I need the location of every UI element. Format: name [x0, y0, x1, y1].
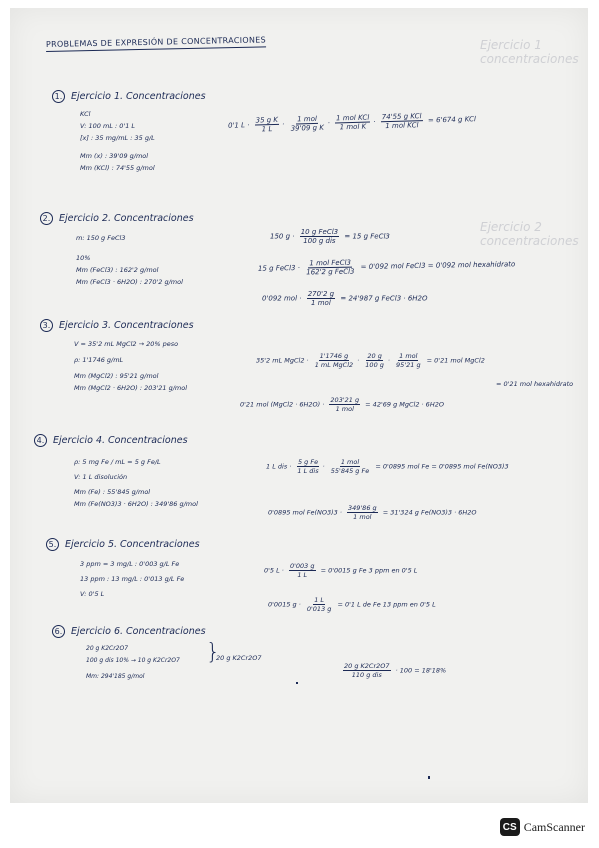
camscanner-brand: CamScanner [523, 819, 585, 834]
data-line: ρ: 1'1746 g/mL [74, 356, 124, 364]
exercise-4-calc-1: 1 L dis · $\frac{\text{5 g Fe}}{\text{1 L dis}}$ · $\frac{\text{1 mol}}{\text{55'845 g Fe}}$ = 0'0895 mol Fe = 0'0895 mol Fe(NO3)3 [266, 458, 509, 475]
exercise-number: 3. [40, 319, 53, 332]
calc-result: = 31'324 g Fe(NO3)3 · 6H2O [382, 508, 477, 517]
data-line: V = 35'2 mL MgCl2 → 20% peso [74, 340, 179, 348]
data-line: m: 150 g FeCl3 [76, 234, 126, 242]
data-line: Mm (Fe) : 55'845 g/mol [74, 488, 151, 496]
pen-mark [296, 682, 298, 684]
exercise-5-data [80, 560, 184, 602]
data-line: KCl [80, 110, 91, 118]
exercise-6-brace-text: 20 g K2Cr2O7 [216, 654, 262, 662]
curly-brace: } [206, 640, 220, 665]
fraction: $\frac{\text{1 mol}}{\text{55'845 g Fe}}$ [330, 458, 370, 475]
fraction: $\frac{349'86 g}{\text{1 mol}}$ [347, 504, 377, 521]
exercise-4-calc-2: 0'0895 mol Fe(NO3)3 · $\frac{349'86 g}{\text{1 mol}}$ = 31'324 g Fe(NO3)3 · 6H2O [268, 504, 477, 521]
exercise-6-data [86, 645, 180, 685]
fraction: $\frac{\text{5 g Fe}}{\text{1 L dis}}$ [297, 458, 319, 475]
data-line: Mm (FeCl3) : 162'2 g/mol [76, 266, 159, 274]
data-line: Mm (MgCl2) : 95'21 g/mol [74, 372, 159, 380]
data-line: [x] : 35 mg/mL : 35 g/L [80, 134, 155, 142]
calc-result: = 0'0015 g Fe 3 ppm en 0'5 L [320, 566, 418, 575]
calc-result: = 0'21 mol MgCl2 [426, 356, 485, 365]
pen-mark [428, 776, 430, 779]
exercise-title: Ejercicio 6. Concentraciones [71, 626, 206, 637]
exercise-number: 1. [52, 90, 65, 103]
fraction: $\frac{\text{1 mol KCl}}{\text{1 mol K}}$ [335, 113, 370, 132]
camscanner-logo-icon: CS [500, 818, 520, 836]
fraction: $\frac{\text{1 mol}}{95'21 g}$ [396, 352, 421, 369]
exercise-4-data [74, 458, 198, 512]
exercise-title: Ejercicio 1. Concentraciones [71, 91, 206, 102]
data-line: 100 g dis 10% → 10 g K2Cr2O7 [86, 657, 180, 664]
exercise-6-calc-1 [340, 662, 446, 679]
exercise-6-heading [52, 625, 206, 638]
exercise-2-data [76, 234, 183, 290]
data-line: 13 ppm : 13 mg/L : 0'013 g/L Fe [80, 575, 185, 583]
exercise-5-calc-2: 0'0015 g · $\frac{1 L}{0'013 g}$ = 0'1 L de Fe 13 ppm en 0'5 L [268, 596, 436, 613]
fraction: $\frac{203'21 g}{\text{1 mol}}$ [330, 396, 360, 413]
data-line: V: 1 L disolución [74, 473, 128, 481]
data-line: 3 ppm = 3 mg/L : 0'003 g/L Fe [80, 560, 180, 568]
calc-result: = 15 g FeCl3 [344, 232, 390, 241]
data-line: Mm (MgCl2 · 6H2O) : 203'21 g/mol [74, 384, 188, 392]
exercise-3-note: = 0'21 mol hexahidrato [496, 380, 574, 388]
exercise-number: 2. [40, 212, 53, 225]
fraction: $\frac{\text{1 mol FeCl3}}{\text{162'2 g FeCl3}}$ [306, 258, 355, 277]
fraction: $\frac{\text{20 g K2Cr2O7}}{\text{110 g dis}}$ [344, 662, 390, 679]
exercise-title: Ejercicio 3. Concentraciones [59, 320, 194, 331]
calc-result: = 24'987 g FeCl3 · 6H2O [340, 294, 428, 303]
calc-result: = 0'092 mol FeCl3 = 0'092 mol hexahidrato [360, 260, 516, 271]
data-line: V: 100 mL : 0'1 L [80, 122, 136, 130]
data-line: V: 0'5 L [80, 590, 105, 598]
camscanner-watermark [500, 818, 585, 836]
exercise-4-heading [34, 434, 188, 447]
data-line: Mm: 294'185 g/mol [86, 673, 145, 680]
exercise-number: 6. [52, 625, 65, 638]
exercise-1-calc: 0'1 L · $\frac{\text{35 g K}}{1 L}$ · $\frac{\text{1 mol}}{\text{39'09 g K}}$ · $\frac{\text{1 mol KCl}}{\text{1 mol K}}$ · $\frac{\text{74'55 g KCl}}{\text{1 mol KCl}}$ = 6'674 g KCl [227, 112, 476, 134]
data-line: Mm (Fe(NO3)3 · 6H2O) : 349'86 g/mol [74, 500, 198, 508]
exercise-2-calc-3: 0'092 mol · $\frac{270'2 g}{\text{1 mol}}$ = 24'987 g FeCl3 · 6H2O [262, 290, 428, 307]
exercise-3-data [74, 340, 187, 396]
exercise-title: Ejercicio 5. Concentraciones [65, 539, 200, 550]
exercise-title: Ejercicio 2. Concentraciones [59, 213, 194, 224]
fraction: $\frac{1'1746 g}{\text{1 mL MgCl2}}$ [314, 352, 354, 369]
data-line: Mm (x) : 39'09 g/mol [80, 152, 149, 160]
exercise-3-calc-2: 0'21 mol (MgCl2 · 6H2O) · $\frac{203'21 g}{\text{1 mol}}$ = 42'69 g MgCl2 · 6H2O [240, 396, 444, 413]
calc-prefix: 0'1 L · [227, 121, 250, 130]
data-line: Mm (FeCl3 · 6H2O) : 270'2 g/mol [76, 278, 183, 286]
data-line: 10% [76, 254, 91, 262]
bleed-through-text-1: Ejercicio 1 concentraciones [480, 38, 579, 66]
exercise-number: 4. [34, 434, 47, 447]
exercise-title: Ejercicio 4. Concentraciones [53, 435, 188, 446]
fraction: $\frac{\text{35 g K}}{1 L}$ [255, 115, 279, 134]
data-line: Mm (KCl) : 74'55 g/mol [80, 164, 155, 172]
fraction: $\frac{\text{1 mol}}{\text{39'09 g K}}$ [290, 114, 324, 133]
page-title: PROBLEMAS DE EXPRESIÓN DE CONCENTRACIONES [46, 35, 266, 52]
fraction: $\frac{270'2 g}{\text{1 mol}}$ [307, 290, 335, 307]
exercise-2-calc-2: 15 g FeCl3 · $\frac{\text{1 mol FeCl3}}{\text{162'2 g FeCl3}}$ = 0'092 mol FeCl3 = 0'092 mol hexahidrato [257, 258, 516, 277]
fraction: $\frac{20 g}{100 g}$ [365, 352, 384, 369]
exercise-2-heading [40, 212, 194, 225]
bleed-through-text-2: Ejercicio 2 concentraciones [480, 220, 579, 248]
exercise-3-calc-1: 35'2 mL MgCl2 · $\frac{1'1746 g}{\text{1 mL MgCl2}}$ · $\frac{20 g}{100 g}$ · $\frac{\text{1 mol}}{95'21 g}$ = 0'21 mol MgCl2 [256, 352, 485, 369]
exercise-1-heading [52, 90, 206, 103]
exercise-2-calc-1: 150 g · $\frac{\text{10 g FeCl3}}{\text{100 g dis}}$ = 15 g FeCl3 [270, 228, 390, 245]
fraction: $\frac{\text{10 g FeCl3}}{\text{100 g dis}}$ [300, 228, 339, 245]
fraction: $\frac{0'003 g}{1 L}$ [289, 562, 315, 579]
calc-result: = 6'674 g KCl [427, 115, 476, 125]
exercise-5-heading [46, 538, 200, 551]
calc-result: = 42'69 g MgCl2 · 6H2O [365, 400, 444, 409]
exercise-5-calc-1: 0'5 L · $\frac{0'003 g}{1 L}$ = 0'0015 g Fe 3 ppm en 0'5 L [264, 562, 418, 579]
calc-result: = 0'1 L de Fe 13 ppm en 0'5 L [337, 600, 436, 609]
data-line: 20 g K2Cr2O7 [86, 645, 129, 652]
exercise-3-heading [40, 319, 194, 332]
calc-result: · 100 = 18'18% [395, 666, 447, 675]
fraction: $\frac{1 L}{0'013 g}$ [306, 596, 332, 613]
exercise-1-data [80, 110, 155, 176]
exercise-number: 5. [46, 538, 59, 551]
fraction: $\frac{\text{74'55 g KCl}}{\text{1 mol KCl}}$ [381, 112, 422, 131]
calc-result: = 0'0895 mol Fe = 0'0895 mol Fe(NO3)3 [375, 462, 509, 471]
data-line: ρ: 5 mg Fe / mL = 5 g Fe/L [74, 458, 161, 466]
